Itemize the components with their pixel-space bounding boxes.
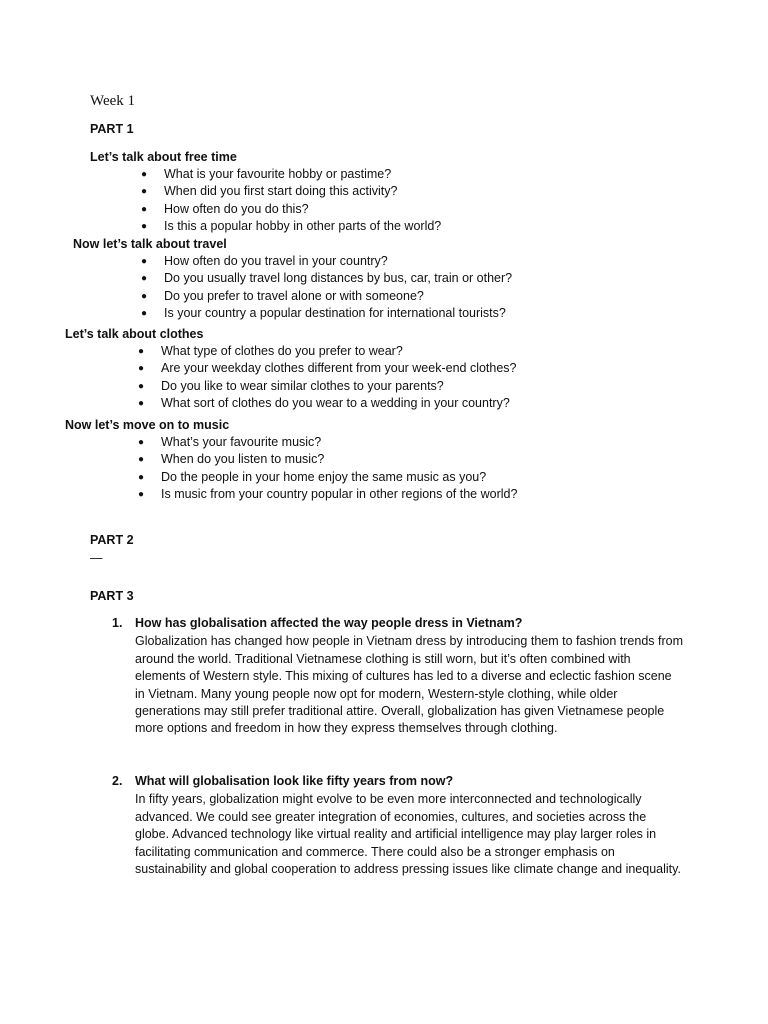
list-item: ● How often do you travel in your country? xyxy=(164,253,512,270)
question-list-music xyxy=(138,434,518,504)
question-list-clothes xyxy=(138,343,517,413)
list-item: ● Is your country a popular destination for international tourists? xyxy=(164,305,512,322)
list-item: ● Is music from your country popular in other regions of the world? xyxy=(161,486,517,503)
question-list-travel xyxy=(141,253,513,323)
list-item: ● How often do you do this? xyxy=(164,201,441,218)
item-question: How has globalisation affected the way people dress in Vietnam? xyxy=(135,616,523,630)
part2-title: PART 2 xyxy=(90,533,134,547)
bullet-icon: ● xyxy=(141,186,148,198)
bullet-icon: ● xyxy=(138,380,145,392)
list-item: ● Are your weekday clothes different from your week-end clothes? xyxy=(161,360,517,377)
section-heading-clothes: Let’s talk about clothes xyxy=(65,327,204,341)
bullet-icon: ● xyxy=(141,308,148,320)
item-number: 1. xyxy=(112,616,123,630)
list-item: ● When did you first start doing this activity? xyxy=(164,183,441,200)
section-heading-travel: Now let’s talk about travel xyxy=(73,237,227,251)
item-number: 2. xyxy=(112,774,123,788)
week-title: Week 1 xyxy=(90,93,136,109)
bullet-icon: ● xyxy=(141,290,148,302)
bullet-icon: ● xyxy=(138,346,145,357)
bullet-icon: ● xyxy=(141,273,148,285)
list-item: ● What’s your favourite music? xyxy=(161,434,517,451)
section-heading-free-time: Let’s talk about free time xyxy=(90,150,237,164)
bullet-icon: ● xyxy=(138,398,145,410)
part2-content: — xyxy=(90,551,103,565)
bullet-icon: ● xyxy=(138,454,145,466)
bullet-icon: ● xyxy=(138,437,145,448)
list-item: ● Do you like to wear similar clothes to your parents? xyxy=(161,378,517,395)
bullet-icon: ● xyxy=(138,363,145,375)
bullet-icon: ● xyxy=(141,203,148,215)
bullet-icon: ● xyxy=(141,256,148,267)
question-list-free-time xyxy=(141,166,442,236)
list-item: ● What sort of clothes do you wear to a wedding in your country? xyxy=(161,395,517,412)
list-item: ● When do you listen to music? xyxy=(161,451,517,468)
list-item: ● What is your favourite hobby or pastime? xyxy=(164,166,441,183)
list-item: ● Do you prefer to travel alone or with someone? xyxy=(164,288,512,305)
bullet-icon: ● xyxy=(141,169,148,180)
part3-title: PART 3 xyxy=(90,589,134,603)
list-item: ● Do the people in your home enjoy the same music as you? xyxy=(161,469,517,486)
item-question: What will globalisation look like fifty years from now? xyxy=(135,774,454,788)
part1-title: PART 1 xyxy=(90,122,134,136)
item-answer: Globalization has changed how people in Vietnam dress by introducing them to fashion trends from around the world. Traditional Vietnamese clothing is still worn, but it’s often combined with elements of Western style. This mixing of cultures has led to a diverse and eclectic fashion scene in Vietnam. Many young people now opt for modern, Western-style clothing, while older generations may still prefer traditional attire. Overall, globalization has given Vietnamese people more options and freedom in how they express themselves through clothing. xyxy=(135,634,684,736)
item-answer: In fifty years, globalization might evolve to be even more interconnected and technologically advanced. We could see greater integration of economies, cultures, and societies across the globe. Advanced technology like virtual reality and artificial intelligence may play larger roles in facilitating communication and commerce. There could also be a stronger emphasis on sustainability and global cooperation to address pressing issues like climate change and inequality. xyxy=(135,792,681,877)
list-item: ● What type of clothes do you prefer to wear? xyxy=(161,343,517,360)
section-heading-music: Now let’s move on to music xyxy=(65,418,230,432)
bullet-icon: ● xyxy=(138,471,145,483)
list-item: ● Do you usually travel long distances by bus, car, train or other? xyxy=(164,270,512,287)
bullet-icon: ● xyxy=(138,489,145,501)
bullet-icon: ● xyxy=(141,221,148,233)
list-item: ● Is this a popular hobby in other parts of the world? xyxy=(164,218,441,235)
